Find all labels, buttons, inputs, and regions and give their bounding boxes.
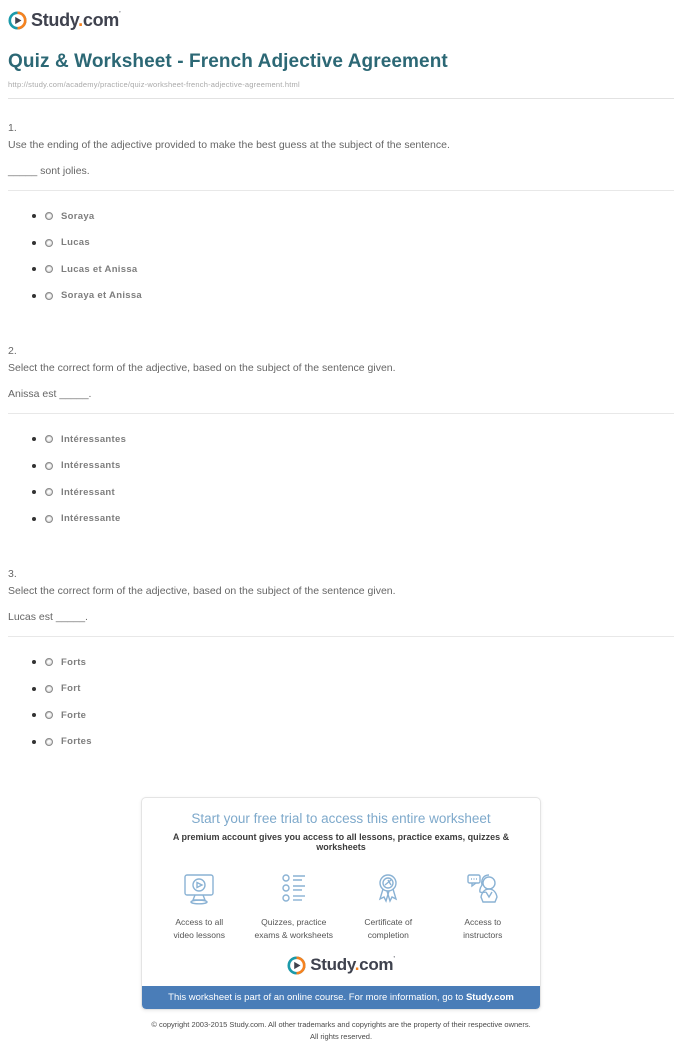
answer-option: [8, 702, 674, 729]
option-label: Fort: [61, 683, 81, 695]
bullet-icon: [32, 241, 36, 245]
studycom-play-icon: [287, 956, 306, 975]
feature-label: Quizzes, practice exams & worksheets: [254, 917, 333, 941]
site-logo: [8, 8, 674, 32]
question-sentence: Lucas est _____.: [8, 611, 88, 623]
answer-options: [8, 649, 674, 755]
feature-label: Certificate of completion: [364, 917, 413, 941]
answer-option: [8, 729, 674, 756]
answer-option: [8, 283, 674, 310]
answer-option: [8, 203, 674, 230]
radio-button[interactable]: [45, 435, 53, 443]
bullet-icon: [32, 294, 36, 298]
answer-option: [8, 649, 674, 676]
answer-options: [8, 426, 674, 532]
question-block-2: [8, 345, 674, 532]
question-block-3: [8, 568, 674, 755]
instructor-icon: [436, 870, 531, 910]
bullet-icon: [32, 713, 36, 717]
answer-option: [8, 453, 674, 480]
radio-button[interactable]: [45, 212, 53, 220]
question-divider: [8, 413, 674, 414]
radio-button[interactable]: [45, 265, 53, 273]
question-divider: [8, 636, 674, 637]
feature-label: Access to all video lessons: [173, 917, 225, 941]
bullet-icon: [32, 464, 36, 468]
promo-title: Start your free trial to access this entire worksheet: [191, 811, 491, 826]
course-info-banner: [142, 986, 540, 1009]
bullet-icon: [32, 660, 36, 664]
radio-button[interactable]: [45, 239, 53, 247]
studycom-logo-text: Study.com’: [31, 9, 121, 30]
feature-quizzes: [247, 870, 342, 942]
radio-button[interactable]: [45, 515, 53, 523]
feature-video-lessons: [152, 870, 247, 942]
option-label: Intéressante: [61, 513, 121, 525]
header-divider: [8, 98, 674, 99]
question-sentence: Anissa est _____.: [8, 388, 92, 400]
radio-button[interactable]: [45, 738, 53, 746]
option-label: Forte: [61, 709, 87, 721]
radio-button[interactable]: [45, 488, 53, 496]
option-label: Lucas et Anissa: [61, 263, 138, 275]
option-label: Lucas: [61, 237, 90, 249]
option-label: Intéressantes: [61, 433, 127, 445]
option-label: Forts: [61, 656, 87, 668]
answer-option: [8, 256, 674, 283]
answer-option: [8, 676, 674, 703]
question-prompt: Select the correct form of the adjective, based on the subject of the sentence given.: [8, 585, 396, 597]
option-label: Intéressant: [61, 486, 115, 498]
bullet-icon: [32, 490, 36, 494]
question-prompt: Use the ending of the adjective provided to make the best guess at the subject of the sentence.: [8, 139, 450, 151]
question-number: 1.: [8, 122, 17, 134]
promo-studycom-logo: [152, 955, 530, 975]
option-label: Soraya et Anissa: [61, 290, 143, 302]
promo-subtitle: A premium account gives you access to all lessons, practice exams, quizzes & worksheets: [172, 832, 510, 852]
promo-features: [152, 870, 530, 942]
question-block-1: [8, 122, 674, 309]
question-divider: [8, 190, 674, 191]
bullet-icon: [32, 214, 36, 218]
radio-button[interactable]: [45, 711, 53, 719]
option-label: Intéressants: [61, 460, 121, 472]
question-sentence: _____ sont jolies.: [8, 165, 90, 177]
answer-option: [8, 479, 674, 506]
quizzes-list-icon: [247, 870, 342, 910]
question-prompt: Select the correct form of the adjective, based on the subject of the sentence given.: [8, 362, 396, 374]
free-trial-promo-card: [141, 797, 541, 1010]
bullet-icon: [32, 517, 36, 521]
bullet-icon: [32, 687, 36, 691]
answer-option: [8, 506, 674, 533]
feature-certificate: [341, 870, 436, 942]
bullet-icon: [32, 740, 36, 744]
video-lessons-icon: [152, 870, 247, 910]
radio-button[interactable]: [45, 685, 53, 693]
answer-option: [8, 426, 674, 453]
bullet-icon: [32, 437, 36, 441]
answer-options: [8, 203, 674, 309]
page-title: Quiz & Worksheet - French Adjective Agreement: [8, 51, 448, 72]
radio-button[interactable]: [45, 658, 53, 666]
feature-label: Access to instructors: [463, 917, 503, 941]
radio-button[interactable]: [45, 292, 53, 300]
banner-studycom-link[interactable]: Study.com: [465, 992, 514, 1004]
question-number: 2.: [8, 345, 17, 357]
answer-option: [8, 230, 674, 257]
studycom-play-icon: [8, 11, 27, 30]
radio-button[interactable]: [45, 462, 53, 470]
copyright-notice: © copyright 2003-2015 Study.com. All other trademarks and copyrights are the property of their respective owners. All rights reserved.: [151, 1020, 531, 1041]
certificate-icon: [341, 870, 436, 910]
option-label: Fortes: [61, 736, 92, 748]
feature-instructors: [436, 870, 531, 942]
banner-text: This worksheet is part of an online course. For more information, go to: [168, 992, 466, 1004]
option-label: Soraya: [61, 210, 95, 222]
studycom-logo-text: Study.com’: [310, 955, 395, 975]
source-url: http://study.com/academy/practice/quiz-worksheet-french-adjective-agreement.html: [8, 80, 300, 89]
bullet-icon: [32, 267, 36, 271]
question-number: 3.: [8, 568, 17, 580]
